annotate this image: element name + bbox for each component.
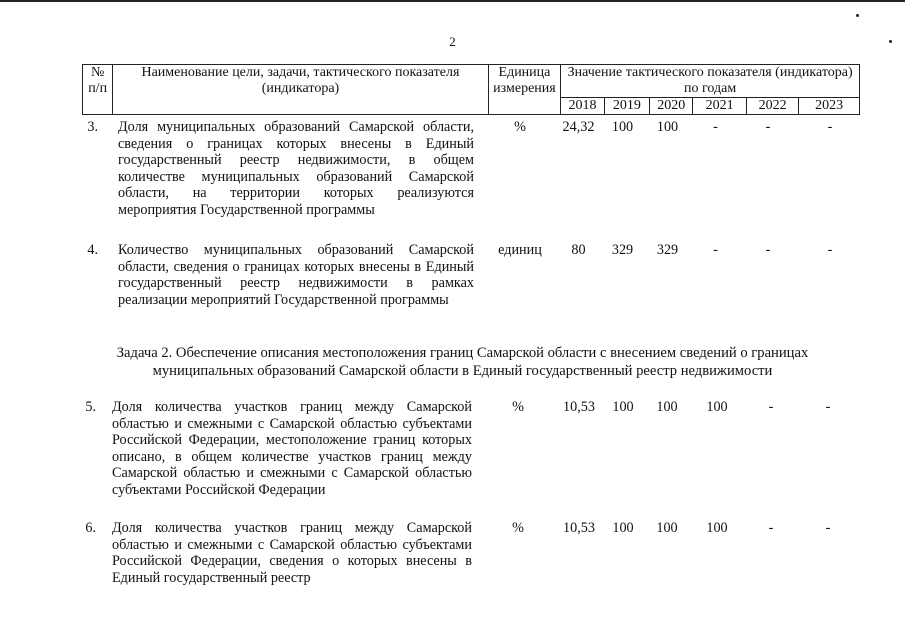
header-year: 2022 xyxy=(746,98,798,115)
row-value: - xyxy=(825,520,831,536)
row-number: 6. xyxy=(85,520,96,536)
row-text: Доля количества участков границ между Самарской областью и смежными с Самарской областью субъектами Российской Федерации, местоположение границ которых описано, в общем количестве участков границ между Самарской областью и смежными с Самарской областью субъектами Российской Федерации xyxy=(112,399,472,498)
header-unit: Единица измерения xyxy=(488,65,561,115)
row-value: - xyxy=(765,119,771,135)
row-text: Количество муниципальных образований Самарской области, сведения о границах которых внесены в Единый государственный реестр недвижимости в рамках реализации мероприятий Государственной программы xyxy=(118,242,474,308)
row-number: 5. xyxy=(85,399,96,415)
header-name: Наименование цели, задачи, тактического показателя (индикатора) xyxy=(113,65,488,115)
row-value: - xyxy=(713,242,718,258)
row-value: 329 xyxy=(656,242,679,258)
header-year: 2021 xyxy=(693,98,746,115)
table-header xyxy=(82,64,860,115)
header-num: № п/п xyxy=(83,65,113,115)
header-year: 2023 xyxy=(799,98,860,115)
row-value: - xyxy=(827,242,833,258)
page-number: 2 xyxy=(449,34,456,49)
row-value: 100 xyxy=(656,520,678,536)
row-value: - xyxy=(713,119,718,135)
row-unit: % xyxy=(512,520,524,536)
row-value: - xyxy=(768,399,774,415)
row-value: 100 xyxy=(612,520,634,536)
row-unit: единиц xyxy=(498,242,542,258)
header-year: 2020 xyxy=(650,98,693,115)
row-value: - xyxy=(765,242,771,258)
row-value: - xyxy=(827,119,833,135)
header-year: 2018 xyxy=(561,98,604,115)
row-value: 329 xyxy=(611,242,634,258)
task-heading: Задача 2. Обеспечение описания местоположения границ Самарской области с внесением сведений о границах муниципальных образований Самарской области в Единый государственный реестр недвижимости xyxy=(116,345,809,379)
row-value: 100 xyxy=(611,119,634,135)
row-value: 80 xyxy=(571,242,586,258)
row-value: 10,53 xyxy=(563,399,595,415)
row-value: 100 xyxy=(656,119,679,135)
row-value: 100 xyxy=(706,399,728,415)
row-text: Доля муниципальных образований Самарской области, сведения о границах которых внесены в Единый государственный реестр недвижимости, в общем количестве муниципальных образований Самарской области, на территории которых реализуются мероприятия Государственной программы xyxy=(118,119,474,218)
row-unit: % xyxy=(512,399,524,415)
row-value: - xyxy=(825,399,831,415)
header-year: 2019 xyxy=(604,98,649,115)
scan-speck xyxy=(856,14,859,17)
row-value: 24,32 xyxy=(562,119,595,135)
row-number: 4. xyxy=(87,242,98,258)
row-value: 100 xyxy=(706,520,728,536)
row-value: 100 xyxy=(656,399,678,415)
row-value: - xyxy=(768,520,774,536)
header-values: Значение тактического показателя (индикатора) по годам xyxy=(561,65,860,98)
row-unit: % xyxy=(514,119,526,135)
row-number: 3. xyxy=(87,119,98,135)
page-top-border xyxy=(0,0,905,2)
row-value: 10,53 xyxy=(563,520,595,536)
row-text: Доля количества участков границ между Самарской областью и смежными с Самарской областью субъектами Российской Федерации, сведения о которых внесены в Единый государственный реестр xyxy=(112,520,472,586)
row-value: 100 xyxy=(612,399,634,415)
